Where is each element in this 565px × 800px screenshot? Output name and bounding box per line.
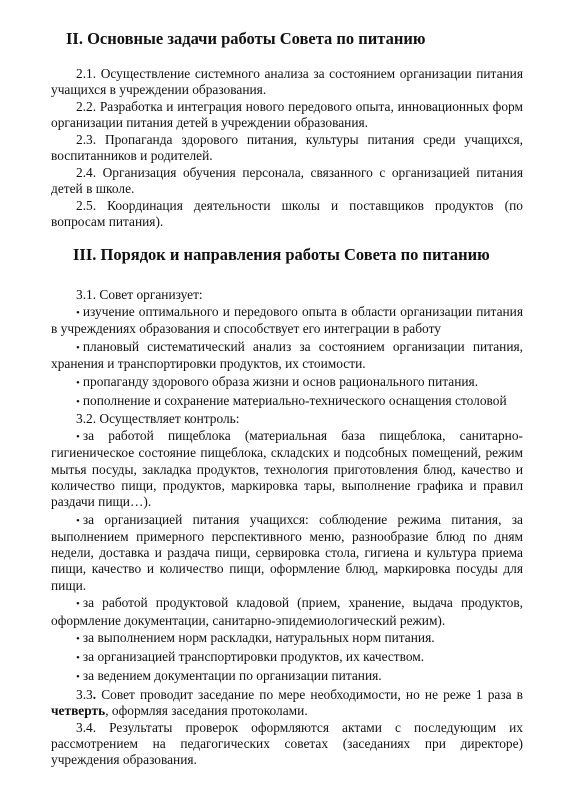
bullet-icon: • bbox=[76, 341, 80, 354]
bullet-icon: • bbox=[76, 633, 80, 646]
list-item-3-2-6: • за ведением документации по организации питания. bbox=[76, 668, 382, 683]
list-item-3-2-2: • за организацией питания учащихся: соблюдение режима питания, за выполнением примерного перспективного меню, разнообразие блюд по дням недели, доставка и раздача пищи, сервировка стола, гигиена и культура приема пищи, качество и количество пищи, оформление блюд, маркировка посуды для пищи. bbox=[51, 511, 523, 593]
section-3-heading: III. Порядок и направления работы Совета по питанию bbox=[73, 245, 490, 264]
item-2-2: 2.2. Разработка и интеграция нового передового опыта, инновационных форм организации питания детей в учреждении образования. bbox=[51, 99, 523, 131]
bullet-icon: • bbox=[76, 376, 80, 389]
bold-word: четверть bbox=[51, 703, 106, 718]
list-item-3-2-4: • за выполнением норм раскладки, натуральных норм питания. bbox=[76, 630, 435, 646]
item-3-2: 3.2. Осуществляет контроль: bbox=[76, 411, 240, 427]
section-2-body bbox=[51, 66, 523, 231]
item-3-1: 3.1. Совет организует: bbox=[76, 287, 203, 302]
list-item-3-1-2: • плановый систематический анализ за состоянием организации питания, хранения и транспортировки продуктов, их стоимости. bbox=[51, 338, 523, 371]
section-3-body bbox=[51, 287, 523, 769]
bullet-icon: • bbox=[76, 306, 80, 319]
bullet-icon: • bbox=[76, 431, 80, 444]
list-item-3-2-5: • за организацией транспортировки продуктов, их качеством. bbox=[76, 649, 425, 665]
list-item-3-2-3: • за работой продуктовой кладовой (прием, хранение, выдача продуктов, оформление документации, санитарно-эпидемиологический режим). bbox=[51, 595, 523, 628]
section-2-heading: II. Основные задачи работы Совета по питанию bbox=[66, 29, 426, 48]
list-item-3-2-1: • за работой пищеблока (материальная база пищеблока, санитарно-гигиеническое состояние пищеблока, складских и подсобных помещений, режим мытья посуды, закладка продуктов, технология приготовления блюд, качество и количество пищи, продуктов, маркировка тары, выполнение графика и правил раздачи пищи…). bbox=[51, 428, 523, 509]
item-2-1: 2.1. Осуществление системного анализа за состоянием организации питания учащихся в учреждении образования. bbox=[51, 66, 523, 98]
list-item-3-1-3: • пропаганду здорового образа жизни и основ рационального питания. bbox=[76, 373, 479, 389]
list-item-3-1-4: • пополнение и сохранение материально-технического оснащения столовой bbox=[76, 392, 507, 408]
bullet-icon: • bbox=[76, 514, 80, 527]
item-2-4: 2.4. Организация обучения персонала, связанного с организацией питания детей в школе. bbox=[51, 165, 523, 197]
bullet-icon: • bbox=[76, 671, 80, 683]
list-item-3-1-1: • изучение оптимального и передового опыта в области организации питания в учреждениях образования и способствует его интеграции в работу bbox=[51, 303, 523, 336]
item-2-5: 2.5. Координация деятельности школы и поставщиков продуктов (по вопросам питания). bbox=[51, 198, 523, 230]
bullet-icon: • bbox=[76, 652, 80, 665]
item-3-4: 3.4. Результаты проверок оформляются актами с последующим их рассмотрением на педагогических советах (заседаниях при директоре) учреждения образования. bbox=[51, 719, 523, 768]
item-3-3: 3.3. Совет проводит заседание по мере необходимости, но не реже 1 раза в четверть, оформляя заседания протоколами. bbox=[51, 686, 523, 718]
item-2-3: 2.3. Пропаганда здорового питания, культуры питания среди учащихся, воспитанников и родителей. bbox=[51, 132, 523, 164]
bullet-icon: • bbox=[76, 598, 80, 611]
bullet-icon: • bbox=[76, 395, 80, 408]
